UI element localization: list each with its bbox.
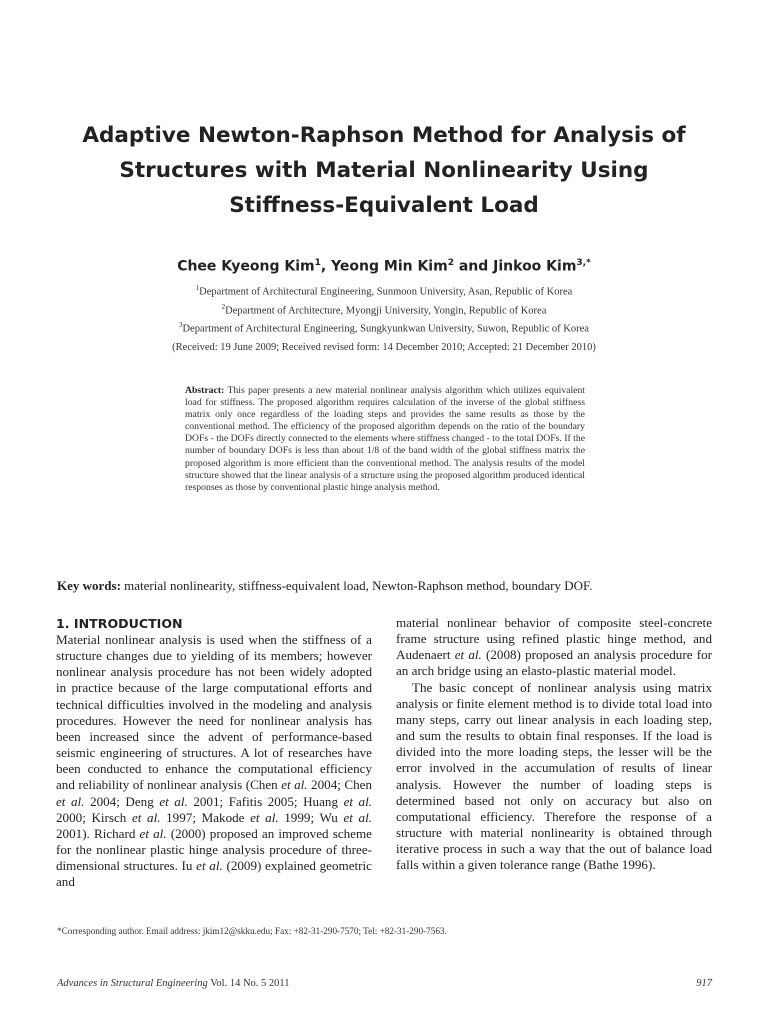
text-run: 2001; Fafitis 2005; Huang: [187, 793, 344, 809]
left-column: [56, 615, 372, 891]
journal-name: Advances in Structural Engineering: [57, 978, 208, 989]
affiliation-text: Department of Architectural Engineering, Sunmoon University, Asan, Republic of Korea: [199, 286, 573, 298]
section-heading-introduction: 1. INTRODUCTION: [56, 616, 183, 631]
keywords-label: Key words:: [57, 578, 121, 593]
affiliation-text: Department of Architecture, Myongji University, Yongin, Republic of Korea: [225, 305, 547, 316]
text-run: (2009) explained geometric and: [56, 858, 372, 890]
right-column: [396, 615, 712, 874]
keywords-text: material nonlinearity, stiffness-equivalent load, Newton-Raphson method, boundary DOF.: [124, 578, 593, 593]
paper-title: [40, 118, 728, 223]
et-al: et al.: [281, 777, 308, 793]
text-run: 2004; Deng: [84, 793, 160, 809]
title-line-1: Adaptive Newton-Raphson Method for Analysis of: [82, 123, 686, 148]
abstract-text: This paper presents a new material nonlinear analysis algorithm which utilizes equivalent load for stiffness. The proposed algorithm requires calculation of the inverse of the global stiffness matrix only once regardless of the loading steps and provides the same results as those by the conventional method. The efficiency of the proposed algorithm depends on the ratio of the boundary DOFs - the DOFs directly connected to the elements where stiffness changed - to the total DOFs. If the number of boundary DOFs is less than about 1/8 of the band width of the global stiffness matrix the proposed algorithm is more efficient than the conventional method. The analysis results of the model structure showed that the linear analysis of a structure using the proposed algorithm produced identical responses as those by conventional plastic hinge analysis method.: [185, 385, 586, 493]
author-separator: and: [453, 258, 494, 275]
affiliation-text: Department of Architectural Engineering, Sungkyunkwan University, Suwon, Republic of Korea: [182, 323, 589, 335]
text-run: (2008) proposed an analysis procedure for an arch bridge using an elasto-plastic material model.: [396, 647, 712, 679]
author-separator: ,: [320, 258, 332, 275]
title-line-3: Stiffness-Equivalent Load: [229, 193, 539, 218]
text-run: 2000; Kirsch: [56, 809, 132, 825]
affiliation-1: [0, 281, 768, 300]
affiliations: [0, 281, 768, 337]
text-run: 2001). Richard: [56, 825, 140, 841]
author-2: Yeong Min Kim: [331, 258, 448, 275]
intro-paragraph-1: [56, 632, 372, 891]
et-al: et al.: [250, 809, 279, 825]
et-al: et al.: [159, 793, 188, 809]
et-al: et al.: [131, 809, 161, 825]
affiliation-2: [0, 300, 768, 319]
author-1-affil-mark: 1: [314, 258, 321, 268]
submission-dates: (Received: 19 June 2009; Received revised form: 14 December 2010; Accepted: 21 December 2010): [172, 342, 596, 353]
affiliation-mark: 1: [195, 284, 200, 292]
text-run: 1997; Makode: [160, 809, 251, 825]
affiliation-3: [0, 318, 768, 337]
text-run: (2000) proposed an improved scheme for the nonlinear plastic hinge analysis procedure of three-dimensional structures. Iu: [56, 825, 372, 874]
author-3-affil-mark: 3,*: [576, 258, 591, 268]
author-2-affil-mark: 2: [447, 258, 454, 268]
text-run: 2004; Chen: [307, 777, 372, 793]
et-al: et al.: [139, 825, 167, 841]
author-3: Jinkoo Kim: [493, 258, 577, 275]
author-list: [0, 258, 768, 275]
abstract: [185, 385, 585, 494]
et-al: et al.: [343, 809, 372, 825]
intro-paragraph-1-cont: [396, 615, 712, 680]
journal-footer: [57, 978, 290, 989]
abstract-label: Abstract:: [185, 385, 225, 396]
affiliation-mark: 3: [179, 321, 183, 329]
et-al: et al.: [343, 793, 373, 809]
keywords: [57, 578, 717, 594]
text-run: Material nonlinear analysis is used when the stiffness of a structure changes due to yielding of its members; however nonlinear analysis procedure has not been widely adopted in practice because of the large computational efforts and technical difficulties involved in the modeling and analysis procedures. However the need for nonlinear analysis has been increased since the advent of performance-based seismic engineering of structures. A lot of researches have been conducted to enhance the computational efficiency and reliability of nonlinear analysis (Chen: [56, 632, 372, 793]
text-run: material nonlinear behavior of composite steel-concrete frame structure using refined plastic hinge method, and Audenaert: [396, 615, 712, 663]
journal-volume: Vol. 14 No. 5 2011: [207, 978, 290, 989]
title-line-2: Structures with Material Nonlinearity Using: [119, 158, 649, 183]
et-al: et al.: [196, 858, 223, 874]
page-number: 917: [696, 978, 712, 989]
text-run: 1999; Wu: [278, 809, 344, 825]
affiliation-mark: 2: [221, 302, 226, 311]
et-al: et al.: [56, 793, 85, 809]
et-al: et al.: [454, 647, 482, 663]
corresponding-author-footnote: *Corresponding author. Email address: jkim12@skku.edu; Fax: +82-31-290-7570; Tel: +82-31-290-7563.: [57, 926, 447, 936]
intro-paragraph-2: The basic concept of nonlinear analysis using matrix analysis or finite element method is to divide total load into many steps, carry out linear analysis in each loading step, and sum the results to obtain final responses. If the load is divided into the more loading steps, the lesser will be the error involved in the accumulation of results of linear analysis. However the number of loading steps is determined based not only on accuracy but also on computational efficiency. Therefore the response of a structure with material nonlinearity is obtained through iterative process in such a way that the out of balance load falls within a given tolerance range (Bathe 1996).: [396, 679, 712, 873]
author-1: Chee Kyeong Kim: [177, 258, 315, 275]
